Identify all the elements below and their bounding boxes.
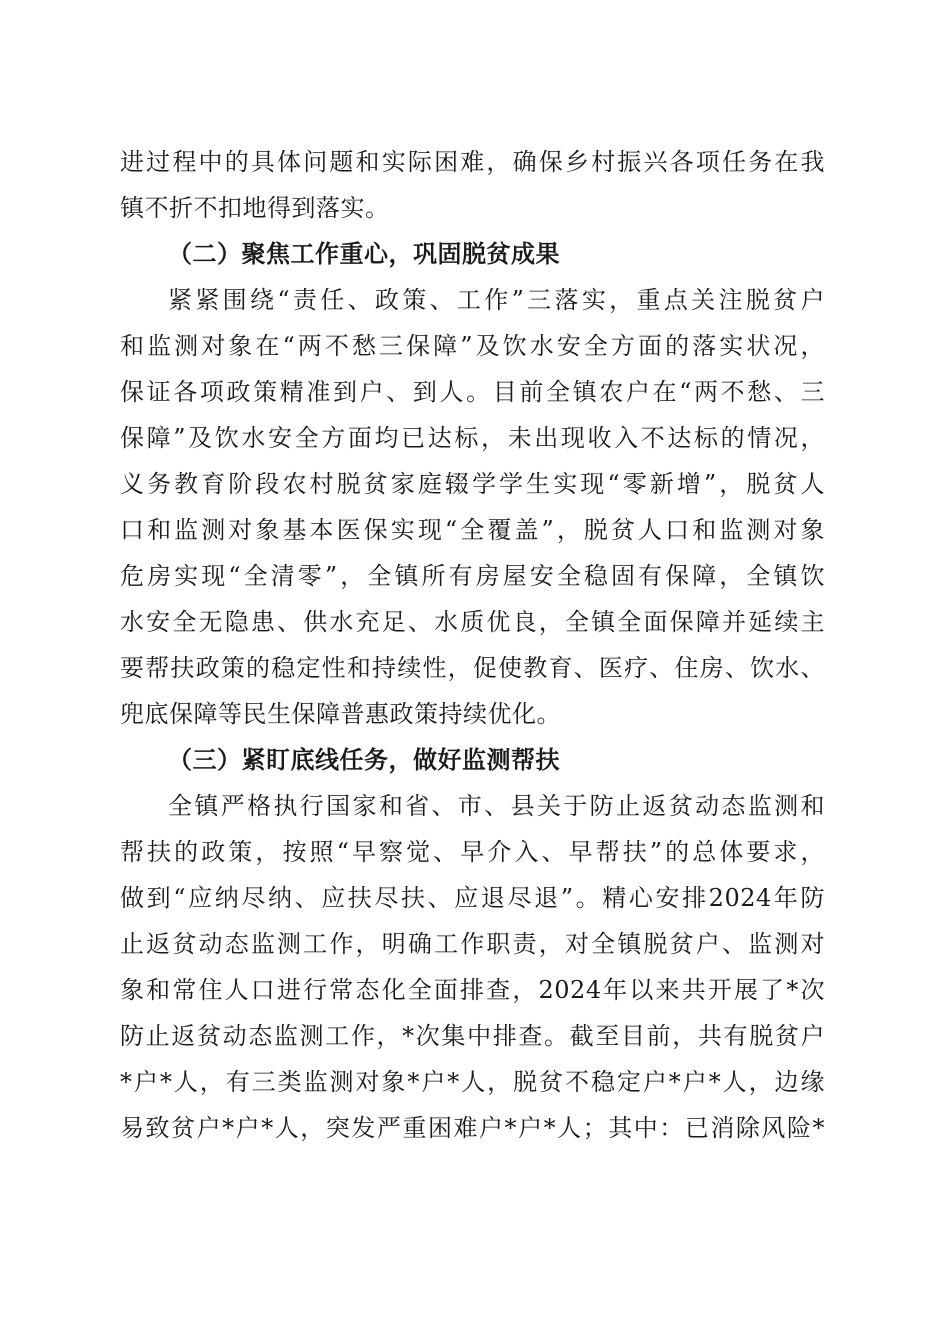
body-line: 义务教育阶段农村脱贫家庭辍学学生实现“零新增”，脱贫人 [120,470,825,498]
body-line: 镇不折不扣地得到落实。 [120,194,390,222]
body-line: 水安全无隐患、供水充足、水质优良，全镇全面保障并延续主 [120,608,825,636]
body-line: 要帮扶政策的稳定性和持续性，促使教育、医疗、住房、饮水、 [120,654,825,682]
body-line: 做到“应纳尽纳、应扶尽扶、应退尽退”。精心安排2024年防 [120,884,825,912]
body-line: 全镇严格执行国家和省、市、县关于防止返贫动态监测和 [168,792,825,820]
body-line: 易致贫户*户*人，突发严重困难户*户*人；其中：已消除风险* [120,1114,825,1142]
body-line: 口和监测对象基本医保实现“全覆盖”，脱贫人口和监测对象 [120,516,825,544]
body-line: 和监测对象在“两不愁三保障”及饮水安全方面的落实状况， [120,332,825,360]
body-line: 兜底保障等民生保障普惠政策持续优化。 [120,700,561,728]
body-line: 止返贫动态监测工作，明确工作职责，对全镇脱贫户、监测对 [120,930,825,958]
body-line: 防止返贫动态监测工作，*次集中排查。截至目前，共有脱贫户 [120,1022,825,1050]
body-line: 危房实现“全清零”，全镇所有房屋安全稳固有保障，全镇饮 [120,562,825,590]
body-line: 帮扶的政策，按照“早察觉、早介入、早帮扶”的总体要求， [120,838,825,866]
section-heading-2: （二）聚焦工作重心，巩固脱贫成果 [168,239,560,268]
body-line: *户*人，有三类监测对象*户*人，脱贫不稳定户*户*人，边缘 [120,1068,825,1096]
body-line: 紧紧围绕“责任、政策、工作”三落实，重点关注脱贫户 [168,286,825,314]
body-line: 保障”及饮水安全方面均已达标，未出现收入不达标的情况， [120,424,825,452]
section-heading-3: （三）紧盯底线任务，做好监测帮扶 [168,745,560,774]
body-line: 保证各项政策精准到户、到人。目前全镇农户在“两不愁、三 [120,378,825,406]
body-line: 进过程中的具体问题和实际困难，确保乡村振兴各项任务在我 [120,148,825,176]
body-line: 象和常住人口进行常态化全面排查，2024年以来共开展了*次 [120,976,825,1004]
